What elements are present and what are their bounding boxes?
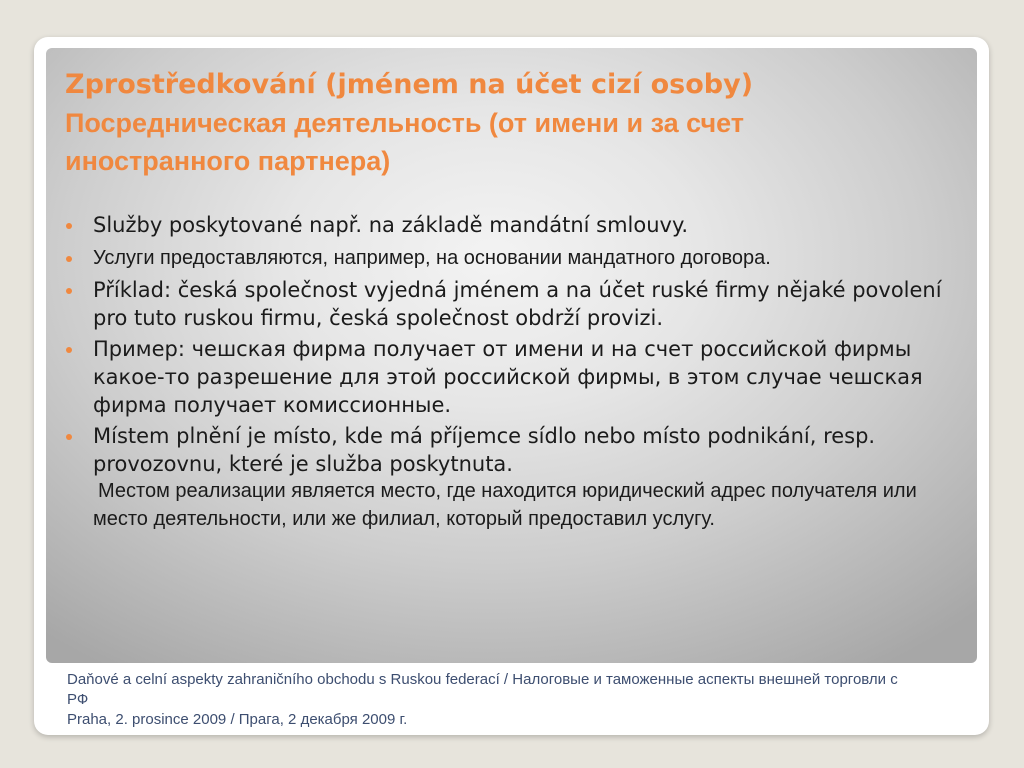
bullet-dot-icon <box>66 223 72 229</box>
bullet-item <box>93 422 973 478</box>
slide-title-russian: Посредническая деятельность (от имени и за счет иностранного партнера) <box>65 108 745 176</box>
bullet-item <box>93 211 973 239</box>
slide-title-czech: Zprostředkování (jménem na účet cizí osoby) <box>65 69 754 100</box>
bullet-item <box>93 244 973 272</box>
footer <box>67 670 907 730</box>
footer-date: Praha, 2. prosince 2009 / Прага, 2 декабря 2009 г. <box>67 711 408 728</box>
bullet-dot-icon <box>66 434 72 440</box>
bullet-continuation-note: Местом реализации является место, где находится юридический адрес получателя или место деятельности, или же филиал, который предоставил услугу. <box>93 480 917 530</box>
bullet-text: Služby poskytované např. na základě mandátní smlouvy. <box>93 213 689 237</box>
bullet-dot-icon <box>66 256 72 262</box>
bullet-item <box>93 335 973 419</box>
bullet-text: Пример: чешская фирма получает от имени и на счет российской фирмы какое-то разрешение для этой российской фирмы, в этом случае чешская фирма получает комиссионные. <box>93 337 923 417</box>
bullet-text: Příklad: česká společnost vyjedná jménem a na účet ruské firmy nějaké povolení pro tuto ruskou firmu, česká společnost obdrží provizi. <box>93 278 942 330</box>
footer-event-title: Daňové a celní aspekty zahraničního obchodu s Ruskou federací / Налоговые и таможенные аспекты внешней торговли с РФ <box>67 671 898 708</box>
bullet-dot-icon <box>66 347 72 353</box>
bullet-item <box>93 276 973 332</box>
bullet-text: Místem plnění je místo, kde má příjemce sídlo nebo místo podnikání, resp. provozovnu, které je služba poskytnuta. <box>93 424 876 476</box>
bullet-text: Услуги предоставляются, например, на основании мандатного договора. <box>93 247 771 269</box>
bullet-dot-icon <box>66 288 72 294</box>
